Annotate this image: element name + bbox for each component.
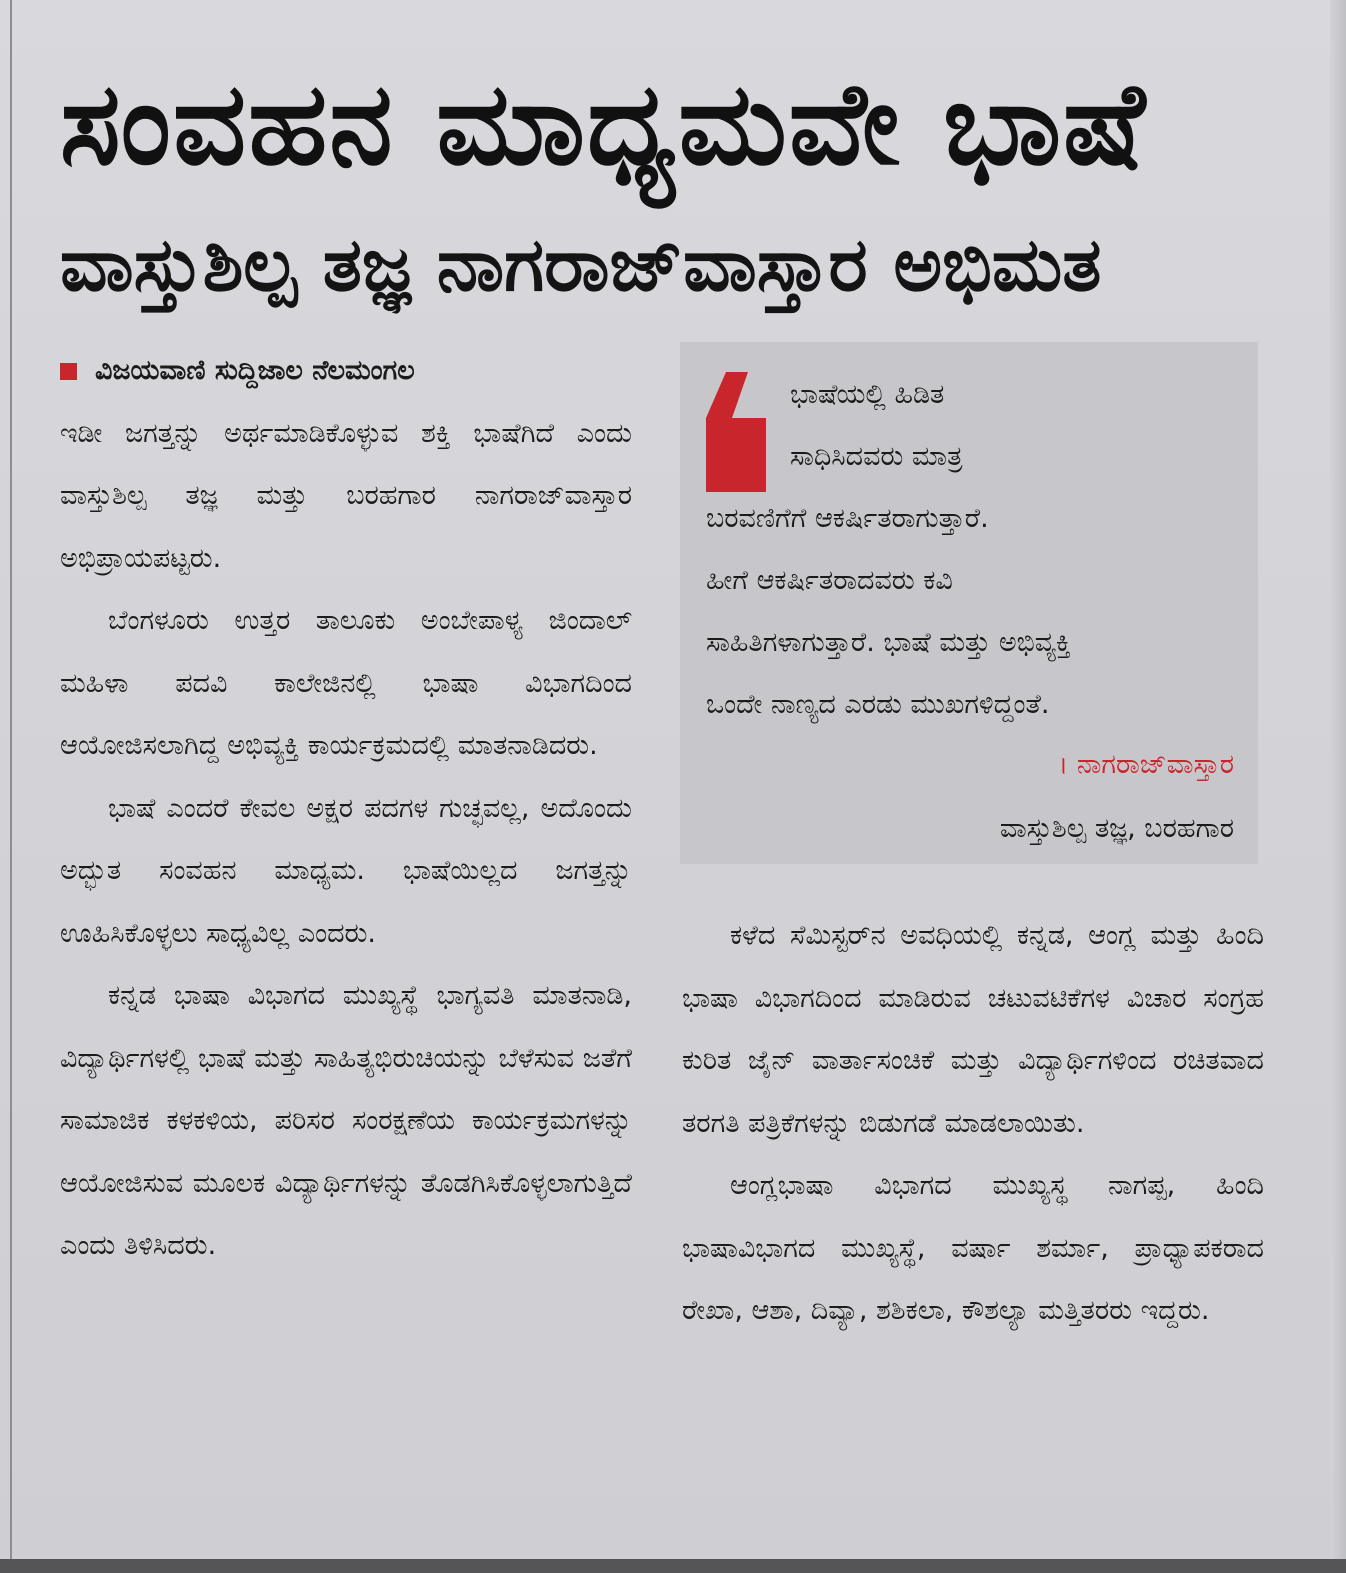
pull-quote-role: ವಾಸ್ತುಶಿಲ್ಪ ತಜ್ಞ, ಬರಹಗಾರ	[999, 813, 1234, 844]
pull-quote-line: ಭಾಷೆಯಲ್ಲಿ ಹಿಡಿತ	[790, 379, 945, 410]
dateline	[60, 340, 632, 403]
right-edge-shadow	[1330, 0, 1346, 1573]
pull-quote-line: ಸಾಧಿಸಿದವರು ಮಾತ್ರ	[790, 441, 963, 472]
subheadline: ವಾಸ್ತುಶಿಲ್ಪ ತಜ್ಞ ನಾಗರಾಜ್‌ವಾಸ್ತಾರ ಅಭಿಮತ	[60, 222, 1102, 308]
left-column	[60, 340, 632, 1278]
dateline-marker-icon	[60, 363, 77, 380]
body-paragraph: ಇಡೀ ಜಗತ್ತನ್ನು ಅರ್ಥಮಾಡಿಕೊಳ್ಳುವ ಶಕ್ತಿ ಭಾಷೆಗಿದೆ ಎಂದು ವಾಸ್ತುಶಿಲ್ಪ ತಜ್ಞ ಮತ್ತು ಬರಹಗಾರ ನಾಗರಾಜ್‌ವಾಸ್ತಾರ ಅಭಿಪ್ರಾಯಪಟ್ಟರು.	[60, 417, 632, 574]
pull-quote-text	[706, 364, 1238, 736]
body-paragraph: ಭಾಷೆ ಎಂದರೆ ಕೇವಲ ಅಕ್ಷರ ಪದಗಳ ಗುಚ್ಛವಲ್ಲ, ಅದೊಂದು ಅದ್ಭುತ ಸಂವಹನ ಮಾಧ್ಯಮ. ಭಾಷೆಯಿಲ್ಲದ ಜಗತ್ತನ್ನು ಊಹಿಸಿಕೊಳ್ಳಲು ಸಾಧ್ಯವಿಲ್ಲ ಎಂದರು.	[60, 792, 632, 949]
dateline-text: ವಿಜಯವಾಣಿ ಸುದ್ದಿಜಾಲ ನೆಲಮಂಗಲ	[95, 355, 415, 386]
pull-quote-line: ಸಾಹಿತಿಗಳಾಗುತ್ತಾರೆ. ಭಾಷೆ ಮತ್ತು ಅಭಿವ್ಯಕ್ತಿ	[706, 627, 1071, 658]
left-edge-divider	[10, 0, 12, 1573]
pull-quote-box	[680, 342, 1258, 864]
body-paragraph: ಕನ್ನಡ ಭಾಷಾ ವಿಭಾಗದ ಮುಖ್ಯಸ್ಥೆ ಭಾಗ್ಯವತಿ ಮಾತನಾಡಿ, ವಿದ್ಯಾರ್ಥಿಗಳಲ್ಲಿ ಭಾಷೆ ಮತ್ತು ಸಾಹಿತ್ಯಭಿರುಚಿಯನ್ನು ಬೆಳೆಸುವ ಜತೆಗೆ ಸಾಮಾಜಿಕ ಕಳಕಳಿಯ, ಪರಿಸರ ಸಂರಕ್ಷಣೆಯ ಕಾರ್ಯಕ್ರಮಗಳನ್ನು ಆಯೋಜಿಸುವ ಮೂಲಕ ವಿದ್ಯಾರ್ಥಿಗಳನ್ನು ತೊಡಗಿಸಿಕೊಳ್ಳಲಾಗುತ್ತಿದೆ ಎಂದು ತಿಳಿಸಿದರು.	[60, 980, 632, 1261]
headline: ಸಂವಹನ ಮಾಧ್ಯಮವೇ ಭಾಷೆ	[60, 57, 1148, 190]
body-paragraph: ಬೆಂಗಳೂರು ಉತ್ತರ ತಾಲೂಕು ಅಂಬೇಪಾಳ್ಯ ಜಿಂದಾಲ್ ಮಹಿಳಾ ಪದವಿ ಕಾಲೇಜಿನಲ್ಲಿ ಭಾಷಾ ವಿಭಾಗದಿಂದ ಆಯೋಜಿಸಲಾಗಿದ್ದ ಅಭಿವ್ಯಕ್ತಿ ಕಾರ್ಯಕ್ರಮದಲ್ಲಿ ಮಾತನಾಡಿದರು.	[60, 605, 632, 761]
pull-quote-author: । ನಾಗರಾಜ್‌ವಾಸ್ತಾರ	[1057, 749, 1234, 780]
body-paragraph: ಆಂಗ್ಲಭಾಷಾ ವಿಭಾಗದ ಮುಖ್ಯಸ್ಥ ನಾಗಪ್ಪ, ಹಿಂದಿ ಭಾಷಾವಿಭಾಗದ ಮುಖ್ಯಸ್ಥೆ, ವರ್ಷಾ ಶರ್ಮಾ, ಪ್ರಾಧ್ಯಾಪಕರಾದ ರೇಖಾ, ಆಶಾ, ದಿವ್ಯಾ, ಶಶಿಕಲಾ, ಕೌಶಲ್ಯಾ ಮತ್ತಿತರರು ಇದ್ದರು.	[682, 1170, 1264, 1326]
body-paragraph: ಕಳೆದ ಸೆಮಿಸ್ಟರ್‌ನ ಅವಧಿಯಲ್ಲಿ ಕನ್ನಡ, ಆಂಗ್ಲ ಮತ್ತು ಹಿಂದಿ ಭಾಷಾ ವಿಭಾಗದಿಂದ ಮಾಡಿರುವ ಚಟುವಟಿಕೆಗಳ ವಿಚಾರ ಸಂಗ್ರಹ ಕುರಿತ ಜೈನ್ ವಾರ್ತಾಸಂಚಿಕೆ ಮತ್ತು ವಿದ್ಯಾರ್ಥಿಗಳಿಂದ ರಚಿತವಾದ ತರಗತಿ ಪತ್ರಿಕೆಗಳನ್ನು ಬಿಡುಗಡೆ ಮಾಡಲಾಯಿತು.	[682, 920, 1264, 1139]
pull-quote-line: ಒಂದೇ ನಾಣ್ಯದ ಎರಡು ಮುಖಗಳಿದ್ದಂತೆ.	[706, 689, 1050, 720]
bottom-edge-divider	[0, 1559, 1346, 1573]
pull-quote-line: ಬರವಣಿಗೆಗೆ ಆಕರ್ಷಿತರಾಗುತ್ತಾರೆ.	[706, 503, 989, 534]
pull-quote-line: ಹೀಗೆ ಆಕರ್ಷಿತರಾದವರು ಕವಿ	[706, 565, 953, 596]
right-column	[682, 905, 1264, 1343]
